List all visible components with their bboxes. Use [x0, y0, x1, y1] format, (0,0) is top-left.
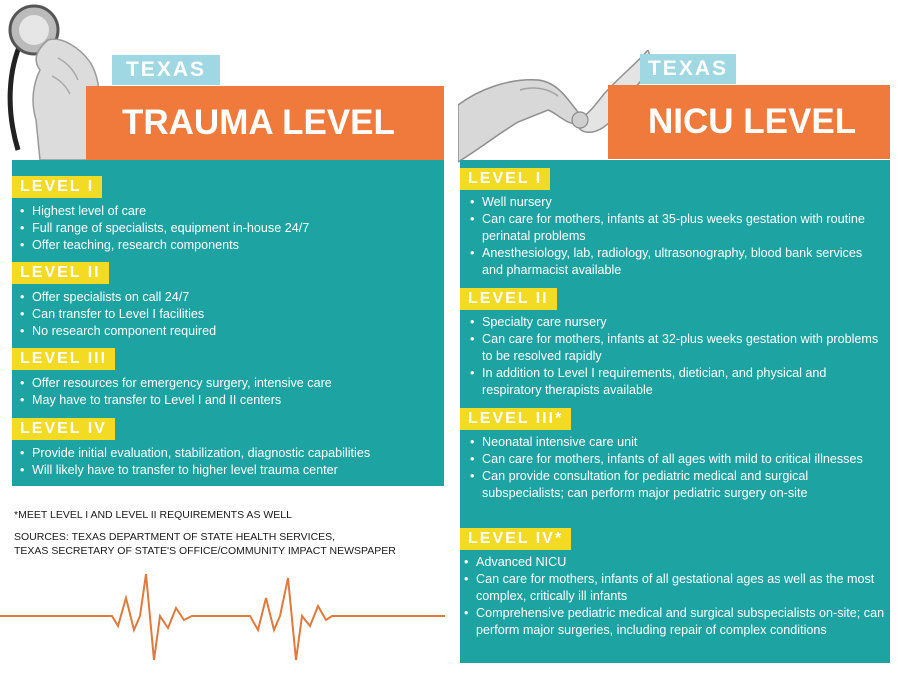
- list-item: • Can transfer to Level I facilities: [18, 306, 438, 323]
- list-item: • Can care for mothers, infants of all gestational ages as well as the most complex, critically ill infants: [462, 571, 886, 605]
- footnote: *MEET LEVEL I AND LEVEL II REQUIREMENTS AS WELL: [14, 509, 292, 521]
- trauma-level-2-list: [18, 289, 438, 340]
- trauma-section: [0, 0, 450, 490]
- list-item: • May have to transfer to Level I and II centers: [18, 392, 438, 409]
- nicu-level-4-list: [462, 554, 886, 639]
- nicu-level-4-badge: LEVEL IV*: [460, 528, 571, 550]
- list-item: • Well nursery: [468, 194, 884, 211]
- nicu-panel: [460, 160, 890, 663]
- trauma-level-1-list: [18, 203, 438, 254]
- trauma-state-tag: TEXAS: [112, 55, 220, 85]
- list-item: • Neonatal intensive care unit: [468, 434, 884, 451]
- nicu-title: NICU LEVEL: [608, 85, 890, 159]
- list-item: • In addition to Level I requirements, dietician, and physical and respiratory therapists available: [468, 365, 884, 399]
- list-item: • Advanced NICU: [462, 554, 886, 571]
- trauma-level-2-badge: LEVEL II: [12, 262, 109, 284]
- nicu-level-3-list: [468, 434, 884, 502]
- list-item: • No research component required: [18, 323, 438, 340]
- nicu-section: [450, 0, 900, 675]
- sources: [14, 530, 454, 558]
- list-item: • Offer resources for emergency surgery, intensive care: [18, 375, 438, 392]
- list-item: • Can care for mothers, infants of all ages with mild to critical illnesses: [468, 451, 884, 468]
- trauma-level-3-badge: LEVEL III: [12, 348, 115, 370]
- list-item: • Specialty care nursery: [468, 314, 884, 331]
- trauma-level-4-badge: LEVEL IV: [12, 418, 115, 440]
- nicu-state-tag: TEXAS: [640, 54, 736, 84]
- trauma-level-3-list: [18, 375, 438, 409]
- list-item: • Offer teaching, research components: [18, 237, 438, 254]
- nicu-level-1-badge: LEVEL I: [460, 168, 550, 190]
- nicu-level-1-list: [468, 194, 884, 279]
- trauma-level-4-list: [18, 445, 440, 479]
- trauma-panel: [12, 160, 444, 486]
- list-item: • Will likely have to transfer to higher level trauma center: [18, 462, 440, 479]
- trauma-title: TRAUMA LEVEL: [86, 86, 444, 160]
- sources-line-2: TEXAS SECRETARY OF STATE'S OFFICE/COMMUNITY IMPACT NEWSPAPER: [14, 545, 396, 557]
- sources-line-1: SOURCES: TEXAS DEPARTMENT OF STATE HEALTH SERVICES,: [14, 531, 336, 543]
- list-item: • Anesthesiology, lab, radiology, ultrasonography, blood bank services and pharmacist available: [468, 245, 884, 279]
- trauma-level-1-badge: LEVEL I: [12, 176, 102, 198]
- list-item: • Highest level of care: [18, 203, 438, 220]
- list-item: • Full range of specialists, equipment in-house 24/7: [18, 220, 438, 237]
- nicu-level-2-badge: LEVEL II: [460, 288, 557, 310]
- list-item: • Can care for mothers, infants at 32-plus weeks gestation with problems to be resolved rapidly: [468, 331, 884, 365]
- list-item: • Comprehensive pediatric medical and surgical subspecialists on-site; can perform major surgeries, including repair of complex conditions: [462, 605, 886, 639]
- list-item: • Can care for mothers, infants at 35-plus weeks gestation with routine perinatal problems: [468, 211, 884, 245]
- heartbeat-line-icon: [0, 568, 450, 668]
- list-item: • Can provide consultation for pediatric medical and surgical subspecialists; can perform major pediatric surgery on-site: [468, 468, 884, 502]
- list-item: • Provide initial evaluation, stabilization, diagnostic capabilities: [18, 445, 440, 462]
- list-item: • Offer specialists on call 24/7: [18, 289, 438, 306]
- nicu-level-2-list: [468, 314, 884, 399]
- nicu-level-3-badge: LEVEL III*: [460, 408, 571, 430]
